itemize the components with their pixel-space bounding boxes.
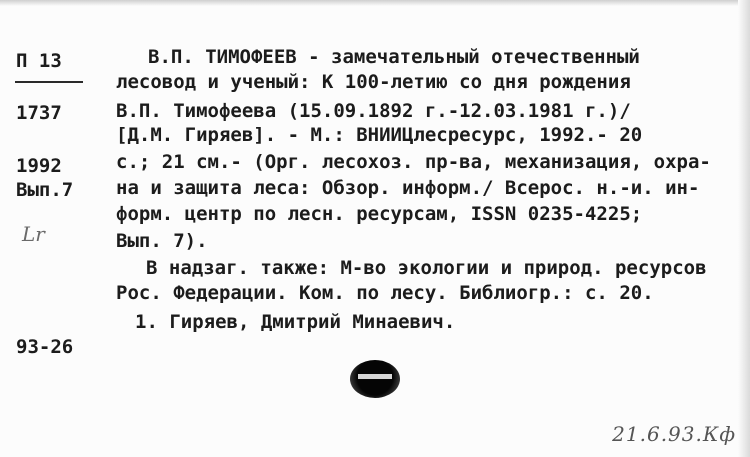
card-right-edge (738, 0, 750, 457)
call-number-underline (15, 81, 83, 83)
entry-line-6: на и защита леса: Обзор. информ./ Всерос. н.-и. ин- (116, 177, 700, 199)
note-line-1: В надзаг. также: М-во экологии и природ. ресурсов (146, 257, 707, 279)
punch-hole (350, 360, 400, 398)
call-number: П 13 (16, 50, 62, 72)
issue-number: Вып.7 (16, 179, 74, 201)
punch-hole-highlight (358, 374, 392, 379)
entry-line-8: Вып. 7). (116, 230, 208, 252)
entry-line-2: лесовод и ученый: К 100-летию со дня рождения (116, 71, 631, 93)
pencil-note: Lr (22, 222, 45, 246)
catalog-code: 1737 (16, 102, 62, 124)
entry-line-5: с.; 21 см.- (Орг. лесохоз. пр-ва, механизация, охра- (116, 151, 711, 173)
subject-entry: 1. Гиряев, Дмитрий Минаевич. (135, 311, 456, 333)
handwritten-date-stamp: 21.6.93.Кф (612, 422, 736, 446)
entry-line-1: В.П. ТИМОФЕЕВ - замечательный отечественный (148, 46, 640, 68)
entry-line-7: форм. центр по лесн. ресурсам, ISSN 0235-4225; (116, 203, 643, 225)
year: 1992 (16, 155, 62, 177)
note-line-2: Рос. Федерации. Ком. по лесу. Библиогр.: с. 20. (116, 282, 654, 304)
entry-line-3: В.П. Тимофеева (15.09.1892 г.-12.03.1981 г.)/ (116, 100, 631, 122)
card-top-edge (0, 0, 750, 6)
entry-line-4: [Д.М. Гиряев]. - М.: ВНИИЦлесресурс, 1992.- 20 (116, 124, 643, 146)
index-number: 93-26 (16, 336, 74, 358)
